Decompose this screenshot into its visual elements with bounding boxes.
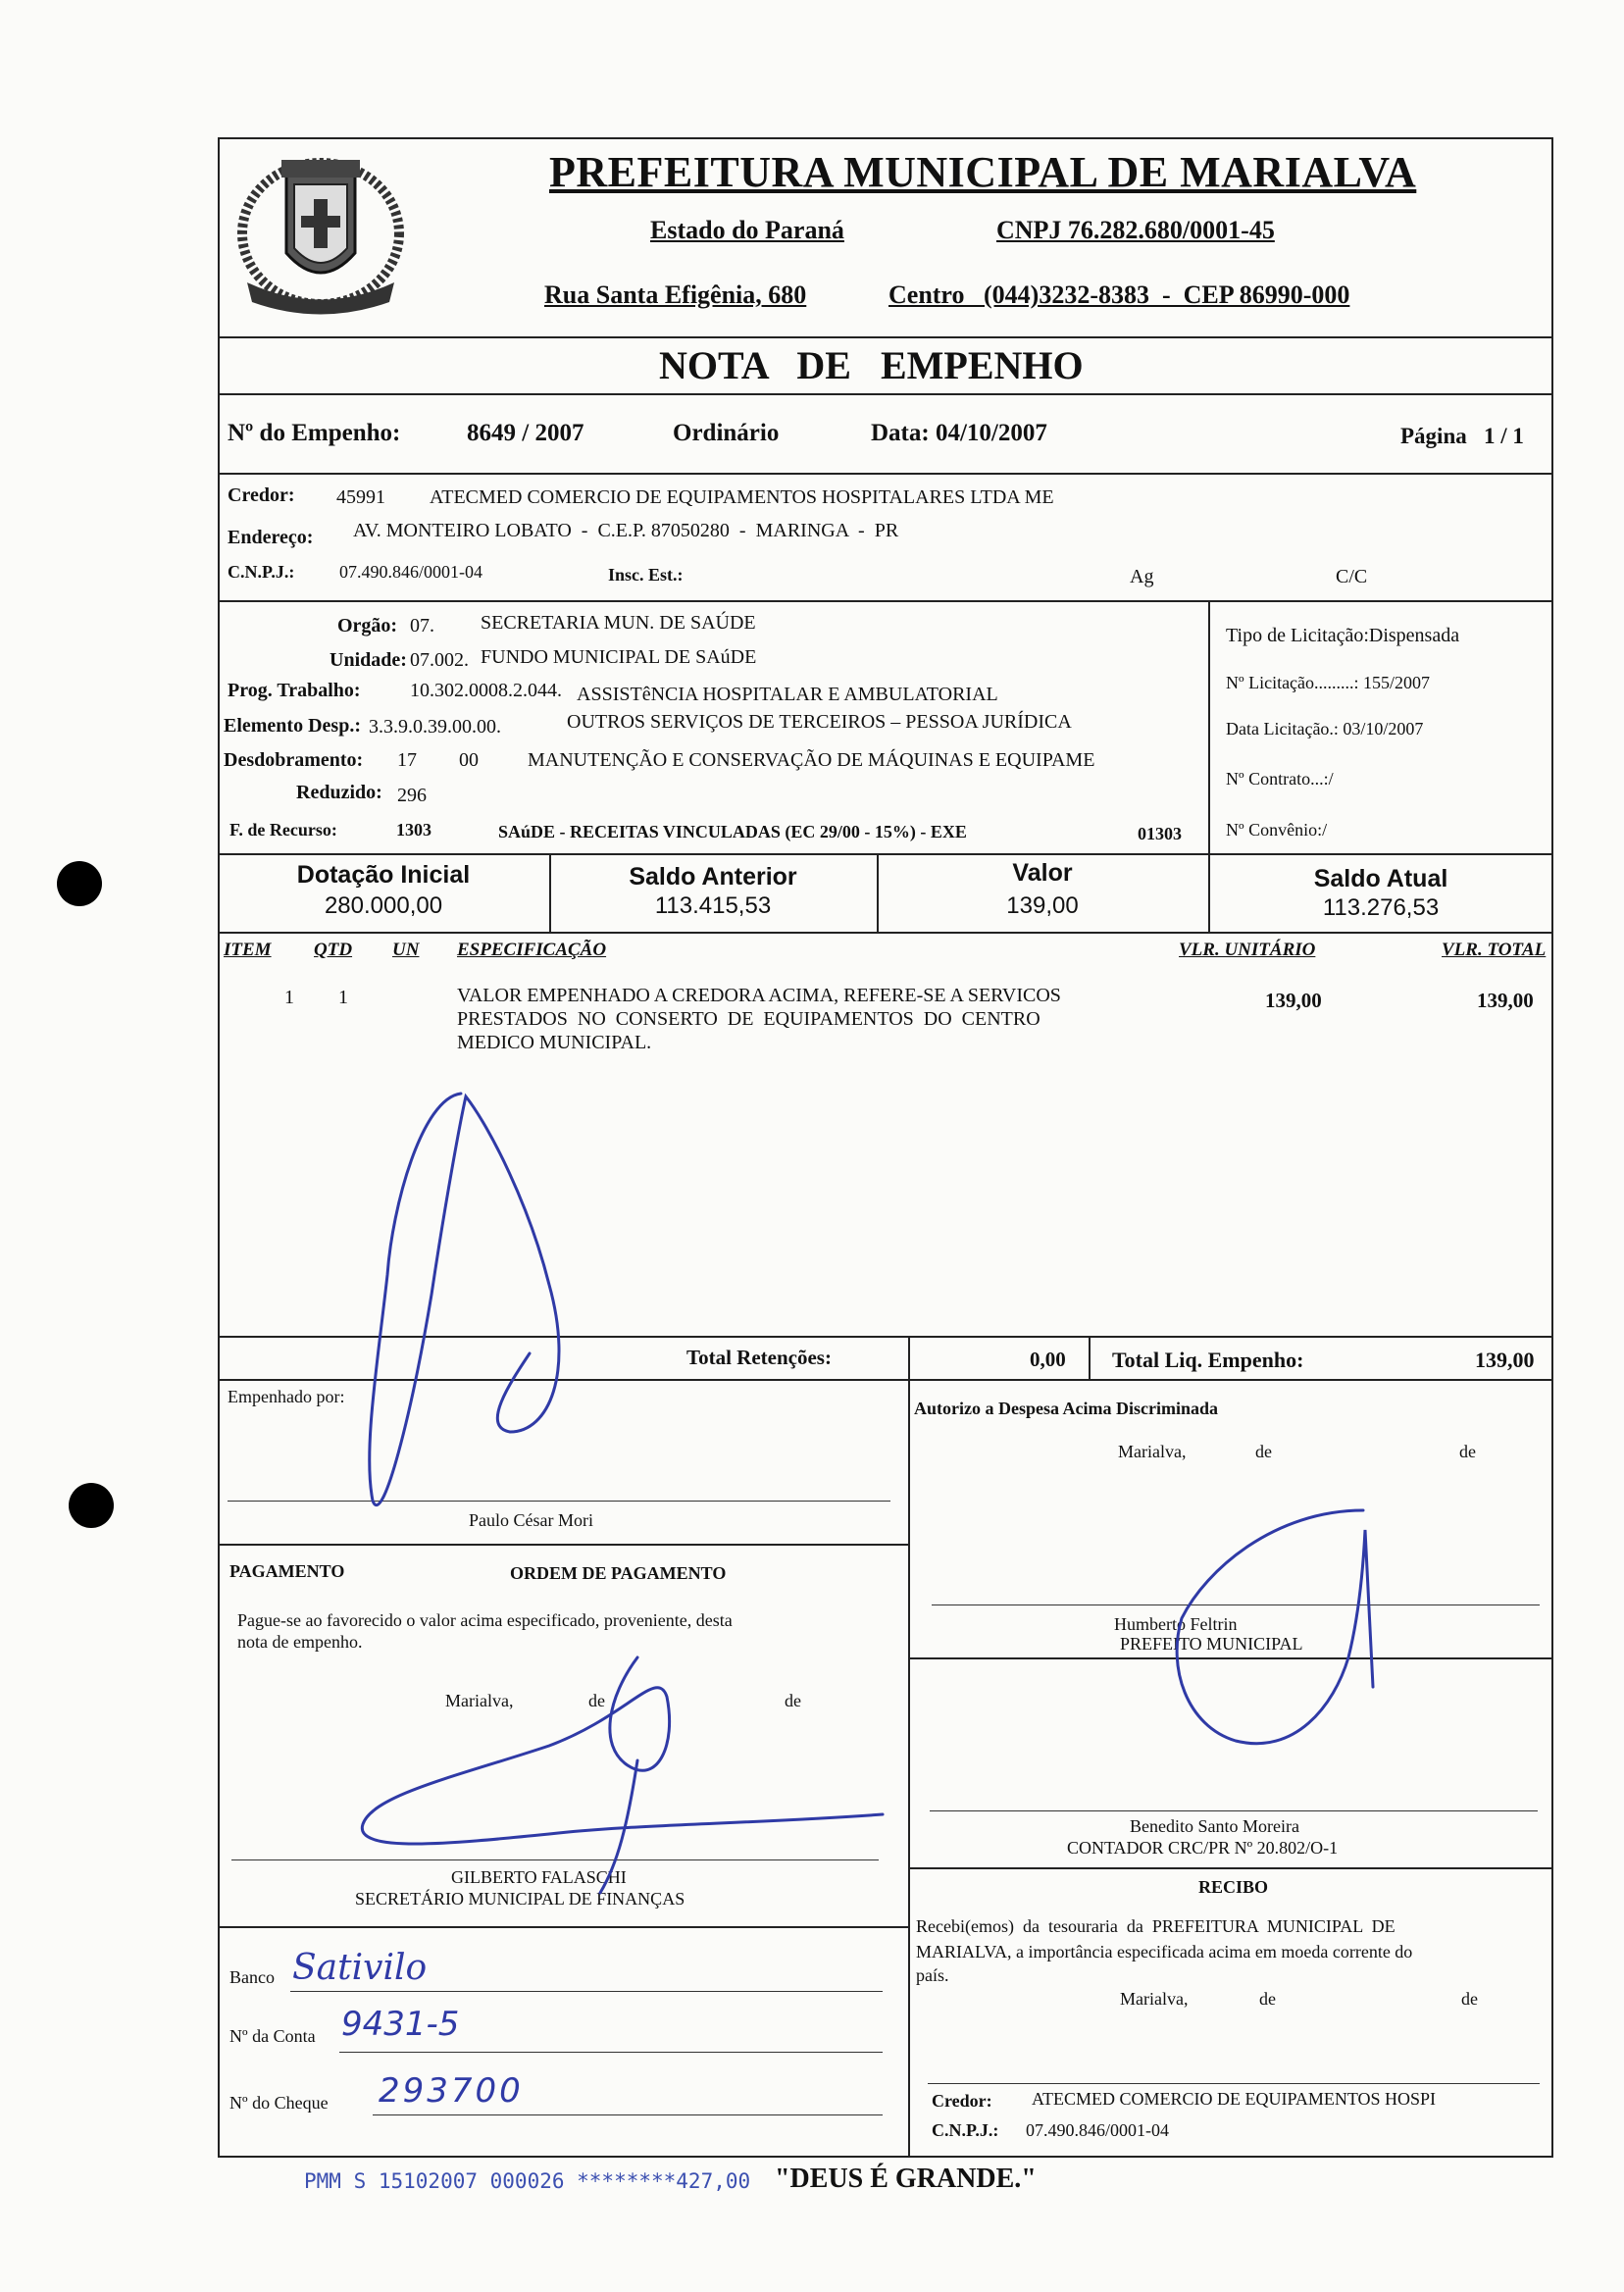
document-title: NOTA DE EMPENHO [659,343,1084,387]
empenho-number: 8649 / 2007 [467,420,584,446]
tipo-licitacao: Tipo de Licitação:Dispensada [1226,625,1460,646]
recibo-cnpj-value: 07.490.846/0001-04 [1026,2120,1169,2140]
recibo-de-2: de [1461,1989,1478,2009]
empenhado-por-name: Paulo César Mori [469,1510,593,1530]
empenhado-signature [370,1094,559,1505]
elemento-label: Elemento Desp.: [224,715,361,737]
endereco-value: AV. MONTEIRO LOBATO - C.E.P. 87050280 - MARINGA - PR [353,520,899,541]
recibo-cnpj-label: C.N.P.J.: [932,2120,999,2140]
conta-label: Nº da Conta [229,2026,316,2046]
total-liquido-value: 139,00 [1475,1348,1535,1372]
footer-motto: "DEUS É GRANDE." [775,2164,1037,2194]
col-especificacao: ESPECIFICAÇÃO [457,940,607,960]
secretario-title: SECRETÁRIO MUNICIPAL DE FINANÇAS [355,1889,685,1909]
reduzido-label: Reduzido: [296,782,382,803]
fonte-recurso-name: SAúDE - RECEITAS VINCULADAS (EC 29/00 - 15%) - EXE [498,822,967,841]
item-desc-line3: MEDICO MUNICIPAL. [457,1032,652,1053]
item-unit-value: 139,00 [1265,989,1322,1012]
prog-trabalho-code: 10.302.0008.2.044. [410,680,562,701]
banco-label: Banco [229,1967,275,1987]
valor-value: 139,00 [1006,892,1079,919]
item-total-value: 139,00 [1477,989,1534,1012]
col-vlr-unitario: VLR. UNITÁRIO [1179,940,1316,960]
item-desc-line1: VALOR EMPENHADO A CREDORA ACIMA, REFERE-SE A SERVICOS [457,985,1061,1006]
autorizo-label: Autorizo a Despesa Acima Discriminada [914,1399,1218,1418]
desdobramento-a: 17 [397,749,417,771]
orgao-code: 07. [410,615,434,637]
state-label: Estado do Paraná [650,216,844,244]
dotacao-value: 280.000,00 [324,892,443,919]
credor-name: ATECMED COMERCIO DE EQUIPAMENTOS HOSPITALARES LTDA ME [430,486,1054,508]
recibo-credor-name: ATECMED COMERCIO DE EQUIPAMENTOS HOSPI [1032,2089,1437,2109]
municipality-title: PREFEITURA MUNICIPAL DE MARIALVA [549,148,1417,196]
ordem-pagamento-label: ORDEM DE PAGAMENTO [510,1563,727,1583]
recibo-text-line3: país. [916,1965,949,1985]
elemento-code: 3.3.9.0.39.00.00. [369,716,501,738]
secretario-signature [362,1657,883,1893]
insc-est-label: Insc. Est.: [608,565,684,585]
recibo-credor-label: Credor: [932,2091,992,2111]
autorizo-de-2: de [1459,1442,1476,1461]
orgao-label: Orgão: [337,615,398,637]
cnpj-credor-label: C.N.P.J.: [228,562,295,582]
cnpj-credor-value: 07.490.846/0001-04 [339,562,482,582]
page-number: Página 1 / 1 [1400,424,1524,448]
empenhado-por-label: Empenhado por: [228,1387,345,1406]
orgao-name: SECRETARIA MUN. DE SAÚDE [481,612,756,634]
account-label: C/C [1336,566,1368,587]
recibo-text-line2: MARIALVA, a importância especificada acima em moeda corrente do [916,1942,1413,1961]
numero-contrato: Nº Contrato...:/ [1226,769,1334,789]
pagamento-text-line2: nota de empenho. [237,1632,363,1652]
prefeito-name: Humberto Feltrin [1114,1614,1238,1634]
total-liquido-label: Total Liq. Empenho: [1112,1348,1304,1372]
recibo-place: Marialva, [1120,1989,1189,2009]
autorizo-de-1: de [1255,1442,1272,1461]
unidade-label: Unidade: [330,649,407,671]
desdobramento-label: Desdobramento: [224,749,364,771]
phone-cep-label: Centro (044)3232-8383 - CEP 86990-000 [888,280,1350,309]
fonte-recurso-label: F. de Recurso: [229,820,337,840]
col-vlr-total: VLR. TOTAL [1442,940,1547,960]
item-number: 1 [284,987,294,1008]
pagamento-place: Marialva, [445,1691,514,1710]
dotacao-label: Dotação Inicial [296,861,471,889]
saldo-anterior-value: 113.415,53 [654,892,772,919]
fonte-recurso-code: 1303 [396,820,431,840]
autorizo-place: Marialva, [1118,1442,1187,1461]
numero-convenio: Nº Convênio:/ [1226,820,1328,840]
agency-label: Ag [1130,566,1154,587]
banco-handwritten[interactable]: Sativilo [292,1948,428,1988]
col-un: UN [392,940,420,960]
pagamento-de-2: de [785,1691,801,1710]
data-licitacao: Data Licitação.: 03/10/2007 [1226,719,1424,739]
col-item: ITEM [224,940,272,960]
pagamento-de-1: de [588,1691,605,1710]
fonte-recurso-ref: 01303 [1138,824,1182,843]
street-label: Rua Santa Efigênia, 680 [544,280,807,309]
reduzido-value: 296 [397,785,427,806]
item-desc-line2: PRESTADOS NO CONSERTO DE EQUIPAMENTOS DO CENTRO [457,1008,1040,1030]
total-retencoes-label: Total Retenções: [686,1346,832,1369]
pagamento-label: PAGAMENTO [229,1561,345,1581]
unidade-code: 07.002. [410,649,469,671]
contador-title: CONTADOR CRC/PR Nº 20.802/O-1 [1067,1838,1339,1858]
conta-handwritten[interactable]: 9431-5 [341,2005,460,2044]
cheque-handwritten[interactable]: 293700 [379,2071,524,2111]
pagamento-text-line1: Pague-se ao favorecido o valor acima especificado, proveniente, desta [237,1610,733,1630]
prefeito-title: PREFEITO MUNICIPAL [1120,1634,1303,1654]
cheque-label: Nº do Cheque [229,2093,329,2113]
prog-trabalho-name: ASSISTêNCIA HOSPITALAR E AMBULATORIAL [577,684,998,705]
valor-label: Valor [1012,859,1073,887]
elemento-name: OUTROS SERVIÇOS DE TERCEIROS – PESSOA JURÍDICA [567,711,1072,733]
credor-code: 45991 [336,486,385,508]
credor-label: Credor: [228,484,295,506]
contador-name: Benedito Santo Moreira [1130,1816,1299,1836]
numero-licitacao: Nº Licitação.........: 155/2007 [1226,673,1431,692]
col-qtd: QTD [314,940,353,960]
empenho-date: Data: 04/10/2007 [871,420,1047,446]
prefeito-signature [1177,1510,1373,1744]
total-retencoes-value: 0,00 [1030,1348,1066,1371]
cnpj-label: CNPJ 76.282.680/0001-45 [996,216,1275,244]
recibo-text-line1: Recebi(emos) da tesouraria da PREFEITURA MUNICIPAL DE [916,1916,1396,1936]
saldo-atual-label: Saldo Atual [1313,865,1448,892]
prog-trabalho-label: Prog. Trabalho: [228,680,361,701]
item-qtd: 1 [338,987,348,1008]
empenho-number-label: Nº do Empenho: [228,420,401,446]
desdobramento-name: MANUTENÇÃO E CONSERVAÇÃO DE MÁQUINAS E EQUIPAME [528,749,1095,771]
payment-stamp: PMM S 15102007 000026 ********427,00 [304,2169,751,2193]
saldo-anterior-label: Saldo Anterior [629,863,797,891]
saldo-atual-value: 113.276,53 [1322,894,1440,921]
recibo-de-1: de [1259,1989,1276,2009]
empenho-type: Ordinário [673,420,780,446]
recibo-title: RECIBO [1198,1877,1269,1897]
endereco-label: Endereço: [228,527,314,548]
secretario-name: GILBERTO FALASCHI [451,1867,627,1887]
unidade-name: FUNDO MUNICIPAL DE SAúDE [481,646,757,668]
desdobramento-b: 00 [459,749,479,771]
